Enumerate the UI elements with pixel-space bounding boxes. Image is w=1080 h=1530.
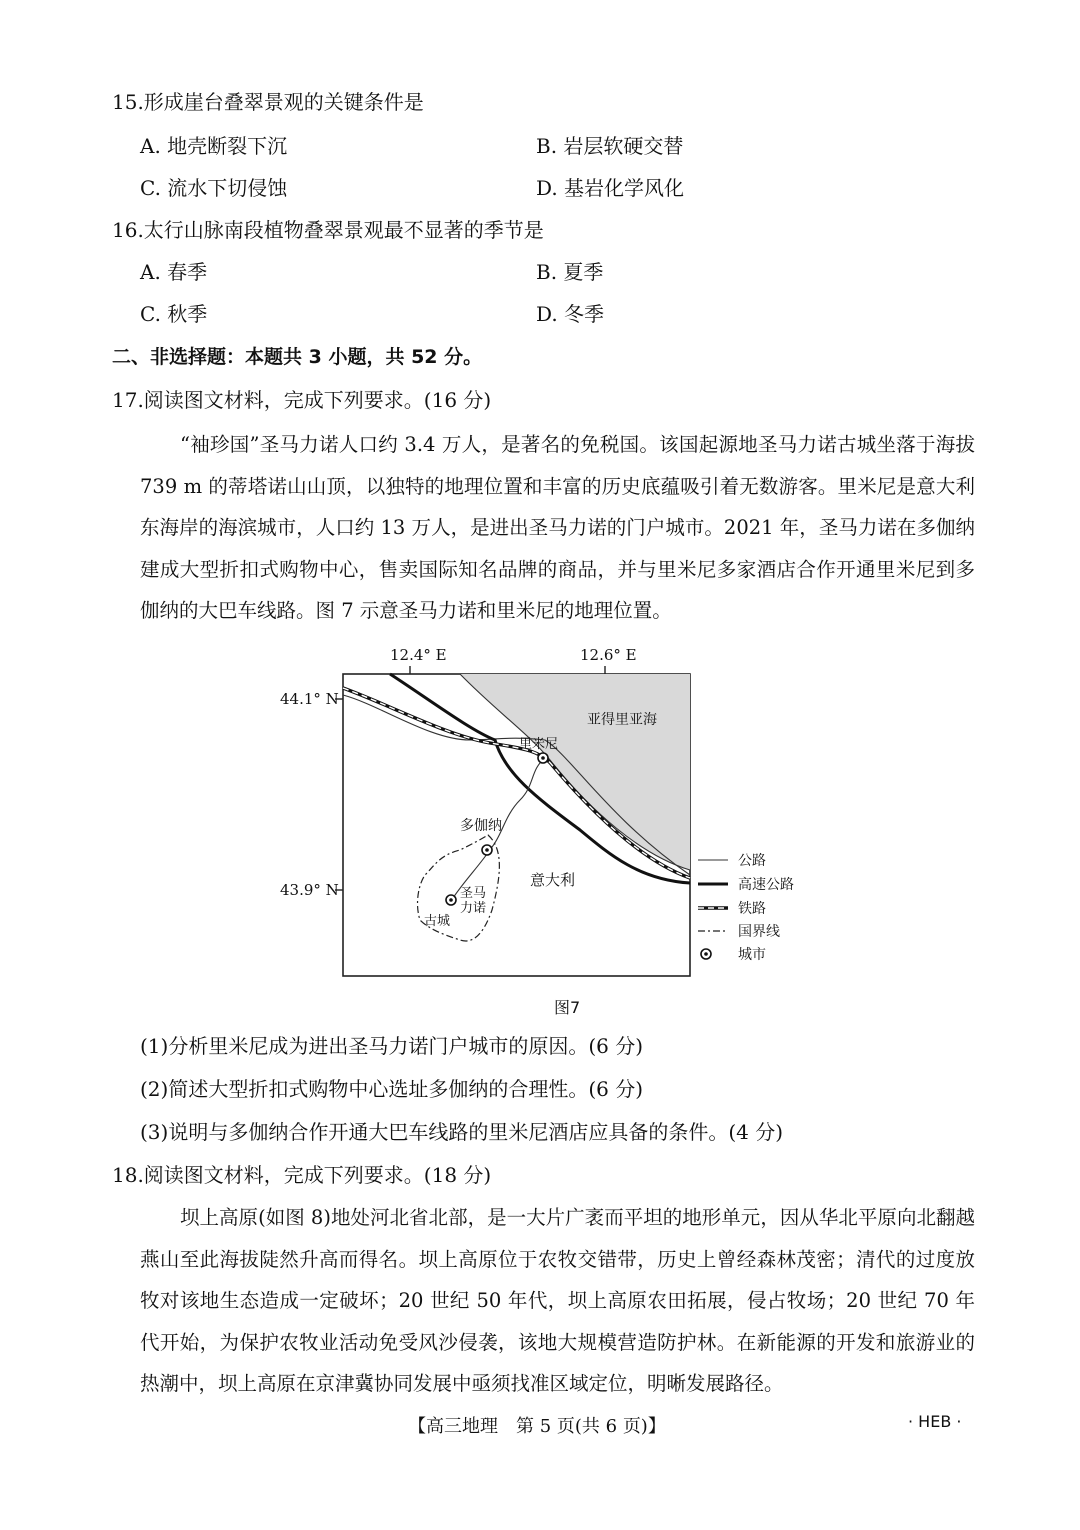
q18-stem: 18.阅读图文材料，完成下列要求。(18 分) bbox=[112, 1163, 492, 1187]
q17-sub2: (2)简述大型折扣式购物中心选址多伽纳的合理性。(6 分) bbox=[140, 1077, 644, 1101]
lat2-label: 43.9° N bbox=[280, 881, 339, 899]
q15-option-c: C. 流水下切侵蚀 bbox=[140, 176, 288, 200]
legend-highway-label: 高速公路 bbox=[738, 877, 794, 893]
lat1-label: 44.1° N bbox=[280, 690, 339, 708]
q16-option-b: B. 夏季 bbox=[536, 260, 604, 284]
rimini-city-dot bbox=[541, 756, 545, 760]
legend-city-label: 城市 bbox=[738, 947, 766, 963]
map-legend bbox=[698, 853, 794, 963]
rimini-label: 里米尼 bbox=[519, 737, 559, 752]
q17-passage: “袖珍国”圣马力诺人口约 3.4 万人，是著名的免税国。该国起源地圣马力诺古城坐落于海拔 739 m 的蒂塔诺山山顶，以独特的地理位置和丰富的历史底蕴吸引着无数游客。里米尼是意大利东海岸的海滨城市，人口约 13 万人，是进出圣马力诺的门户城市。2021 年，圣马力诺在多伽纳建成大型折扣式购物中心，售卖国际知名品牌的商品，并与里米尼多家酒店合作开通里米尼到多伽纳的大巴车线路。图 7 示意圣马力诺和里米尼的地理位置。 bbox=[140, 433, 975, 623]
section-heading: 二、非选择题：本题共 3 小题，共 52 分。 bbox=[112, 346, 483, 368]
legend-city-dot bbox=[704, 952, 708, 956]
legend-railway-label: 铁路 bbox=[738, 901, 766, 917]
san-marino-label-line2: 力诺 bbox=[460, 901, 487, 916]
q17-sub1: (1)分析里米尼成为进出圣马力诺门户城市的原因。(6 分) bbox=[140, 1034, 644, 1058]
legend-road-label: 公路 bbox=[738, 853, 766, 869]
figure-7-caption: 图7 bbox=[554, 998, 581, 1017]
q15-option-a: A. 地壳断裂下沉 bbox=[140, 134, 288, 158]
figure-7-map bbox=[280, 640, 794, 985]
q18-passage: 坝上高原(如图 8)地处河北省北部，是一大片广袤而平坦的地形单元，因从华北平原向北翻越燕山至此海拔陡然升高而得名。坝上高原位于农牧交错带，历史上曾经森林茂密；清代的过度放牧对该地生态造成一定破坏；20 世纪 50 年代，坝上高原农田拓展，侵占牧场；20 世纪 70 年代开始，为保护农牧业活动免受风沙侵袭，该地大规模营造防护林。在新能源的开发和旅游业的热潮中，坝上高原在京津冀协同发展中亟须找准区域定位，明晰发展路径。 bbox=[140, 1206, 975, 1396]
sea-label: 亚得里亚海 bbox=[587, 712, 657, 728]
q17-sub3: (3)说明与多伽纳合作开通大巴车线路的里米尼酒店应具备的条件。(4 分) bbox=[140, 1120, 784, 1144]
q15-stem: 15.形成崖台叠翠景观的关键条件是 bbox=[112, 90, 424, 114]
dogana-label: 多伽纳 bbox=[460, 818, 502, 834]
footer-page-info: 【高三地理 第 5 页(共 6 页)】 bbox=[408, 1416, 666, 1437]
lon1-label: 12.4° E bbox=[390, 646, 447, 664]
q17-stem: 17.阅读图文材料，完成下列要求。(16 分) bbox=[112, 388, 492, 412]
old-town-label: 古城 bbox=[424, 914, 451, 929]
q15-option-b: B. 岩层软硬交替 bbox=[536, 134, 684, 158]
san-marino-label-line1: 圣马 bbox=[460, 886, 487, 901]
q16-option-d: D. 冬季 bbox=[536, 302, 605, 326]
italy-label: 意大利 bbox=[530, 871, 576, 889]
footer-code: · HEB · bbox=[908, 1412, 962, 1431]
q15-option-d: D. 基岩化学风化 bbox=[536, 176, 685, 200]
dogana-city-dot bbox=[485, 848, 489, 852]
q16-option-a: A. 春季 bbox=[140, 260, 208, 284]
q16-stem: 16.太行山脉南段植物叠翠景观最不显著的季节是 bbox=[112, 218, 544, 242]
old-town-city-dot bbox=[449, 898, 453, 902]
legend-border-label: 国界线 bbox=[738, 924, 780, 940]
lon2-label: 12.6° E bbox=[580, 646, 637, 664]
q16-option-c: C. 秋季 bbox=[140, 302, 208, 326]
